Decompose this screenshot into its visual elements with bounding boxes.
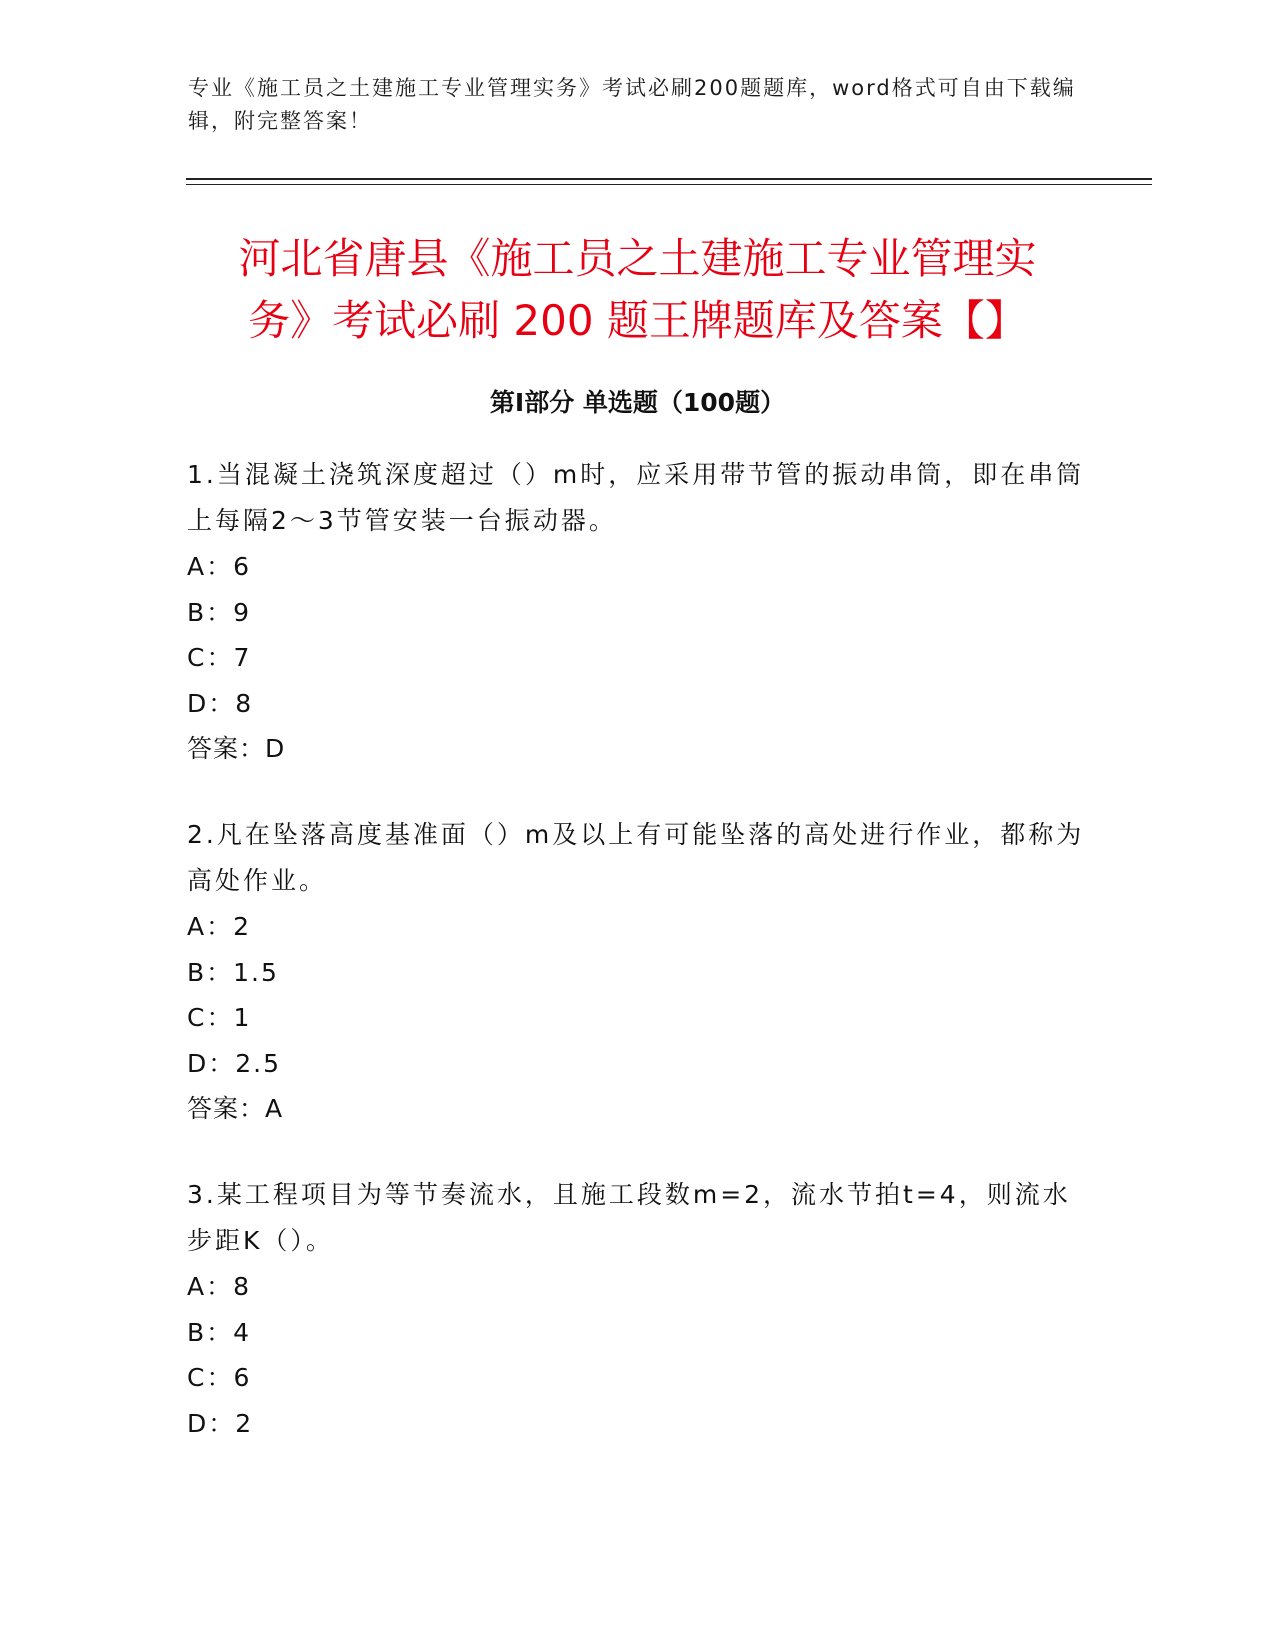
option-d: D：8 [187, 688, 254, 718]
option-c: C：6 [187, 1363, 252, 1392]
header-note: 专业《施工员之土建施工专业管理实务》考试必刷200题题库，word格式可自由下载编辑，附完整答案！ [188, 76, 1076, 133]
option-a: A：6 [187, 552, 252, 581]
answer: 答案：D [187, 734, 286, 763]
question-stem: 2.凡在坠落高度基准面（）m及以上有可能坠落的高处进行作业，都称为高处作业。 [187, 820, 1085, 895]
question-2 [187, 812, 1087, 1132]
option-a: A：2 [187, 912, 252, 941]
answer: 答案：A [187, 1094, 284, 1123]
option-b: B：4 [187, 1317, 252, 1347]
header-divider-thick [186, 178, 1152, 180]
option-b: B：1.5 [187, 957, 279, 987]
question-1 [187, 452, 1087, 772]
question-stem: 1.当混凝土浇筑深度超过（）m时，应采用带节管的振动串筒，即在串筒上每隔2～3节管安装一台振动器。 [187, 460, 1085, 535]
header-divider-thin [186, 184, 1152, 185]
option-a: A：8 [187, 1272, 252, 1301]
document-title-line1: 河北省唐县《施工员之土建施工专业管理实 [238, 234, 1037, 283]
option-c: C：7 [187, 643, 252, 672]
section-title: 第Ⅰ部分 单选题（100题） [489, 388, 786, 417]
question-3 [187, 1172, 1087, 1446]
document-title-line2: 务》考试必刷 200 题王牌题库及答案【】 [248, 296, 1027, 345]
option-b: B：9 [187, 597, 252, 627]
option-d: D：2.5 [187, 1048, 282, 1078]
option-d: D：2 [187, 1408, 254, 1438]
option-c: C：1 [187, 1003, 252, 1032]
document-title [130, 228, 1145, 352]
question-stem: 3.某工程项目为等节奏流水，且施工段数m=2，流水节拍t=4，则流水步距K（）。 [187, 1180, 1071, 1255]
